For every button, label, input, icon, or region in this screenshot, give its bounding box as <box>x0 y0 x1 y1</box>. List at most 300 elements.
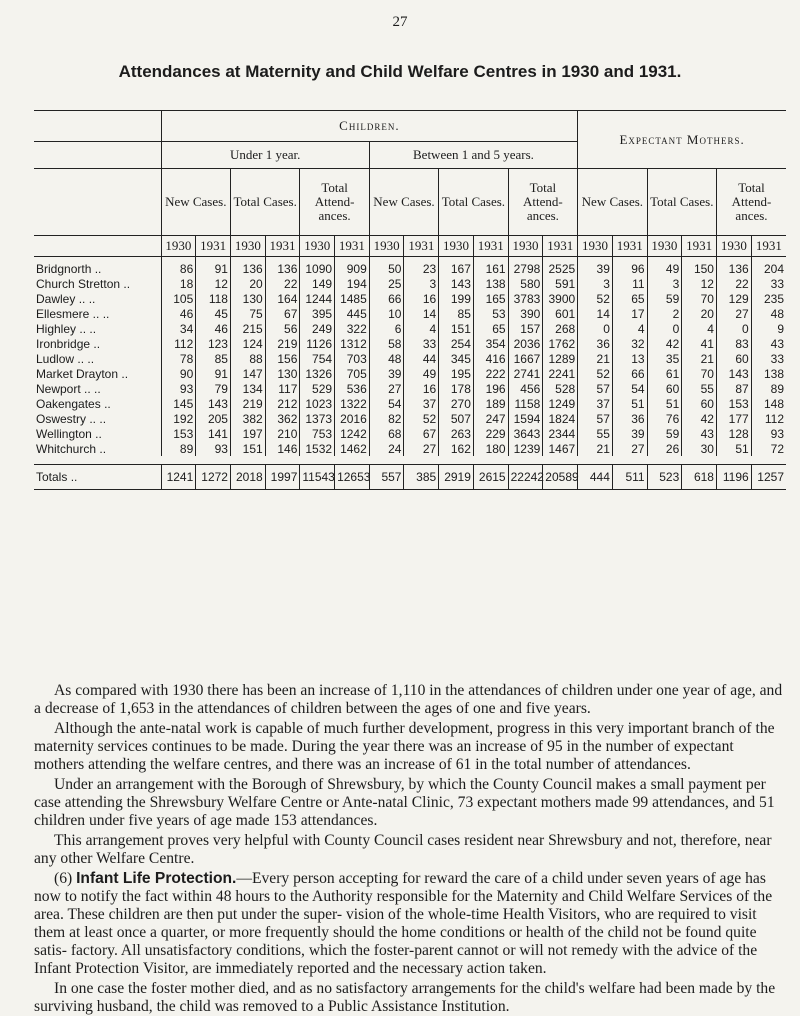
value-cell: 50 <box>369 257 404 277</box>
value-cell: 27 <box>404 441 439 456</box>
value-cell: 164 <box>265 291 300 306</box>
leader-dots: .. .. <box>78 291 96 306</box>
value-cell: 197 <box>230 426 265 441</box>
value-cell: 1289 <box>543 351 578 366</box>
value-cell: 354 <box>473 336 508 351</box>
value-cell: 2919 <box>439 465 474 490</box>
value-cell: 143 <box>196 396 231 411</box>
value-cell: 528 <box>543 381 578 396</box>
centre-name <box>34 276 161 291</box>
value-cell: 156 <box>265 351 300 366</box>
value-cell: 42 <box>647 336 682 351</box>
value-cell: 48 <box>751 306 786 321</box>
value-cell: 68 <box>369 426 404 441</box>
value-cell: 219 <box>230 396 265 411</box>
paragraph-ante-natal-work: Although the ante-natal work is capable of much further development, progress in this very important branch of the maternity services continues to be made. During the year there was an increase of 95 in the number of expectant mothers attending the welfare centres, and there was an increase of 61 in the total number of attendances. <box>34 720 775 773</box>
value-cell: 88 <box>230 351 265 366</box>
value-cell: 78 <box>161 351 196 366</box>
value-cell: 58 <box>369 336 404 351</box>
value-cell: 57 <box>578 381 613 396</box>
value-cell: 123 <box>196 336 231 351</box>
table-row <box>34 381 786 396</box>
value-cell: 1532 <box>300 441 335 456</box>
value-cell: 24 <box>369 441 404 456</box>
value-cell: 161 <box>473 257 508 277</box>
table-row <box>34 411 786 426</box>
value-cell: 89 <box>751 381 786 396</box>
value-cell: 54 <box>369 396 404 411</box>
value-cell: 128 <box>716 426 751 441</box>
attendance-table <box>34 110 786 490</box>
value-cell: 2241 <box>543 366 578 381</box>
value-cell: 150 <box>682 257 717 277</box>
value-cell: 12653 <box>335 465 370 490</box>
value-cell: 60 <box>682 396 717 411</box>
value-cell: 22242 <box>508 465 543 490</box>
value-cell: 39 <box>612 426 647 441</box>
value-cell: 557 <box>369 465 404 490</box>
leader-dots: .. <box>94 261 102 276</box>
value-cell: 1322 <box>335 396 370 411</box>
value-cell: 25 <box>369 276 404 291</box>
value-cell: 147 <box>230 366 265 381</box>
paragraph-attendance-comparison: As compared with 1930 there has been an increase of 1,110 in the attendances of children under one year of age, and a decrease of 1,653 in the attendances of children between the ages of one and five years. <box>34 682 783 717</box>
value-cell: 143 <box>439 276 474 291</box>
value-cell: 143 <box>716 366 751 381</box>
value-cell: 117 <box>265 381 300 396</box>
value-cell: 199 <box>439 291 474 306</box>
value-cell: 51 <box>612 396 647 411</box>
value-cell: 177 <box>716 411 751 426</box>
value-cell: 52 <box>404 411 439 426</box>
centre-name <box>34 426 161 441</box>
value-cell: 1824 <box>543 411 578 426</box>
value-cell: 601 <box>543 306 578 321</box>
value-cell: 192 <box>161 411 196 426</box>
value-cell: 536 <box>335 381 370 396</box>
value-cell: 18 <box>161 276 196 291</box>
value-cell: 705 <box>335 366 370 381</box>
value-cell: 580 <box>508 276 543 291</box>
value-cell: 91 <box>196 257 231 277</box>
value-cell: 138 <box>751 366 786 381</box>
value-cell: 34 <box>161 321 196 336</box>
value-cell: 162 <box>439 441 474 456</box>
value-cell: 529 <box>300 381 335 396</box>
centre-name-text: Whitchurch <box>36 441 97 456</box>
table-row <box>34 351 786 366</box>
value-cell: 141 <box>196 426 231 441</box>
table-row <box>34 306 786 321</box>
leader-dots: .. <box>93 336 101 351</box>
value-cell: 2798 <box>508 257 543 277</box>
corner-cell <box>34 169 161 236</box>
value-cell: 87 <box>716 381 751 396</box>
value-cell: 21 <box>682 351 717 366</box>
value-cell: 70 <box>682 366 717 381</box>
value-cell: 445 <box>335 306 370 321</box>
centre-name <box>34 351 161 366</box>
value-cell: 66 <box>369 291 404 306</box>
value-cell: 1257 <box>751 465 786 490</box>
value-cell: 382 <box>230 411 265 426</box>
value-cell: 124 <box>230 336 265 351</box>
value-cell: 1196 <box>716 465 751 490</box>
value-cell: 134 <box>230 381 265 396</box>
leader-dots: .. .. <box>79 321 97 336</box>
value-cell: 22 <box>265 276 300 291</box>
value-cell: 70 <box>682 291 717 306</box>
section-text: —Every person accepting for reward the care of a child under seven years of age has now to notify the fact within 48 hours to the Authority responsible for the Maternity and Child Welfare Services of the area. These children are then put under the super- vision of the whole-time Health Visitors, who are required to visit them at least once a quarter, or more frequently should the home conditions or health of the child not be found quite satis- factory. All unsatisfactory conditions, which the foster-parent cannot or will not remedy with the advice of the Infant Protection Visitor, are immediately reported and the necessary action taken. <box>34 870 773 977</box>
value-cell: 11543 <box>300 465 335 490</box>
value-cell: 27 <box>369 381 404 396</box>
value-cell: 23 <box>404 257 439 277</box>
header-year: 1930 <box>300 236 335 257</box>
value-cell: 37 <box>578 396 613 411</box>
header-new-cases: New Cases. <box>161 169 230 236</box>
value-cell: 96 <box>612 257 647 277</box>
header-total-attendances: Total Attend- ances. <box>716 169 786 236</box>
value-cell: 1023 <box>300 396 335 411</box>
value-cell: 33 <box>751 351 786 366</box>
value-cell: 21 <box>578 351 613 366</box>
value-cell: 82 <box>369 411 404 426</box>
header-year: 1930 <box>230 236 265 257</box>
value-cell: 26 <box>647 441 682 456</box>
header-total-attendances: Total Attend- ances. <box>300 169 369 236</box>
value-cell: 2615 <box>473 465 508 490</box>
centre-name-text: Ludlow <box>36 351 75 366</box>
leader-dots: .. <box>70 470 78 484</box>
value-cell: 39 <box>369 366 404 381</box>
table-row <box>34 321 786 336</box>
value-cell: 138 <box>473 276 508 291</box>
value-cell: 165 <box>473 291 508 306</box>
value-cell: 49 <box>647 257 682 277</box>
header-expectant-mothers: Expectant Mothers. <box>578 111 786 169</box>
value-cell: 3 <box>404 276 439 291</box>
value-cell: 2018 <box>230 465 265 490</box>
value-cell: 35 <box>647 351 682 366</box>
value-cell: 0 <box>716 321 751 336</box>
value-cell: 254 <box>439 336 474 351</box>
value-cell: 52 <box>578 291 613 306</box>
value-cell: 90 <box>161 366 196 381</box>
value-cell: 194 <box>335 276 370 291</box>
value-cell: 456 <box>508 381 543 396</box>
value-cell: 136 <box>265 257 300 277</box>
centre-name-text: Bridgnorth <box>36 261 92 276</box>
header-year: 1930 <box>369 236 404 257</box>
section-heading: Infant Life Protection. <box>76 870 237 887</box>
value-cell: 12 <box>196 276 231 291</box>
value-cell: 4 <box>682 321 717 336</box>
value-cell: 390 <box>508 306 543 321</box>
value-cell: 59 <box>647 291 682 306</box>
value-cell: 67 <box>265 306 300 321</box>
value-cell: 85 <box>439 306 474 321</box>
value-cell: 93 <box>751 426 786 441</box>
header-year: 1930 <box>508 236 543 257</box>
value-cell: 249 <box>300 321 335 336</box>
header-year: 1931 <box>612 236 647 257</box>
value-cell: 59 <box>647 426 682 441</box>
value-cell: 72 <box>751 441 786 456</box>
value-cell: 909 <box>335 257 370 277</box>
centre-name-text: Ellesmere .. <box>36 306 100 321</box>
value-cell: 136 <box>716 257 751 277</box>
leader-dots: .. <box>102 306 110 321</box>
value-cell: 12 <box>682 276 717 291</box>
value-cell: 0 <box>578 321 613 336</box>
value-cell: 189 <box>473 396 508 411</box>
value-cell: 66 <box>612 366 647 381</box>
value-cell: 20589 <box>543 465 578 490</box>
value-cell: 93 <box>196 441 231 456</box>
header-year: 1930 <box>716 236 751 257</box>
page-title: Attendances at Maternity and Child Welfare Centres in 1930 and 1931. <box>118 62 682 81</box>
value-cell: 2036 <box>508 336 543 351</box>
header-total-cases: Total Cases. <box>647 169 716 236</box>
header-under-1-year: Under 1 year. <box>161 142 369 169</box>
value-cell: 0 <box>647 321 682 336</box>
value-cell: 27 <box>716 306 751 321</box>
value-cell: 91 <box>196 366 231 381</box>
value-cell: 16 <box>404 291 439 306</box>
value-cell: 51 <box>647 396 682 411</box>
centre-name <box>34 441 161 456</box>
value-cell: 42 <box>682 411 717 426</box>
value-cell: 33 <box>751 276 786 291</box>
value-cell: 10 <box>369 306 404 321</box>
value-cell: 204 <box>751 257 786 277</box>
value-cell: 112 <box>161 336 196 351</box>
value-cell: 145 <box>161 396 196 411</box>
table-row <box>34 336 786 351</box>
centre-name <box>34 257 161 277</box>
header-total-attendances: Total Attend- ances. <box>508 169 578 236</box>
value-cell: 6 <box>369 321 404 336</box>
value-cell: 27 <box>612 441 647 456</box>
header-year: 1930 <box>578 236 613 257</box>
value-cell: 39 <box>578 257 613 277</box>
value-cell: 118 <box>196 291 231 306</box>
value-cell: 14 <box>578 306 613 321</box>
value-cell: 4 <box>612 321 647 336</box>
value-cell: 33 <box>404 336 439 351</box>
leader-dots: .. <box>123 276 131 291</box>
value-cell: 1373 <box>300 411 335 426</box>
table-row <box>34 257 786 277</box>
value-cell: 1272 <box>196 465 231 490</box>
value-cell: 148 <box>751 396 786 411</box>
table-row <box>34 291 786 306</box>
centre-name-text: Church Stretton <box>36 276 121 291</box>
value-cell: 362 <box>265 411 300 426</box>
header-year: 1931 <box>751 236 786 257</box>
centre-name <box>34 465 161 490</box>
value-cell: 703 <box>335 351 370 366</box>
value-cell: 75 <box>230 306 265 321</box>
header-year: 1931 <box>404 236 439 257</box>
value-cell: 4 <box>404 321 439 336</box>
value-cell: 151 <box>230 441 265 456</box>
centre-name-text: Dawley <box>36 291 76 306</box>
leader-dots: .. <box>99 411 107 426</box>
spacer-cell <box>34 456 786 465</box>
value-cell: 3 <box>647 276 682 291</box>
value-cell: 153 <box>161 426 196 441</box>
value-cell: 416 <box>473 351 508 366</box>
value-cell: 1241 <box>161 465 196 490</box>
header-new-cases: New Cases. <box>578 169 647 236</box>
value-cell: 46 <box>196 321 231 336</box>
value-cell: 67 <box>404 426 439 441</box>
centre-name-text: Oakengates <box>36 396 101 411</box>
value-cell: 32 <box>612 336 647 351</box>
centre-name-text: Wellington <box>36 426 92 441</box>
value-cell: 16 <box>404 381 439 396</box>
value-cell: 1312 <box>335 336 370 351</box>
value-cell: 136 <box>230 257 265 277</box>
centre-name-text: Market Drayton <box>36 366 119 381</box>
value-cell: 3783 <box>508 291 543 306</box>
centre-name <box>34 381 161 396</box>
value-cell: 20 <box>682 306 717 321</box>
value-cell: 89 <box>161 441 196 456</box>
value-cell: 395 <box>300 306 335 321</box>
value-cell: 57 <box>578 411 613 426</box>
value-cell: 37 <box>404 396 439 411</box>
value-cell: 263 <box>439 426 474 441</box>
corner-cell <box>34 142 161 169</box>
value-cell: 61 <box>647 366 682 381</box>
value-cell: 129 <box>716 291 751 306</box>
value-cell: 270 <box>439 396 474 411</box>
value-cell: 753 <box>300 426 335 441</box>
leader-dots: .. <box>121 366 129 381</box>
header-year: 1931 <box>473 236 508 257</box>
value-cell: 105 <box>161 291 196 306</box>
value-cell: 219 <box>265 336 300 351</box>
centre-name <box>34 366 161 381</box>
totals-row <box>34 465 786 490</box>
paragraph-shrewsbury-arrangement: Under an arrangement with the Borough of Shrewsbury, by which the County Council makes a small payment per case attending the Shrewsbury Welfare Centre or Ante-natal Clinic, 73 expectant mothers made 99 attendances, and 51 children under five years of age made 153 attendances. <box>34 776 775 829</box>
value-cell: 1158 <box>508 396 543 411</box>
page-number: 27 <box>392 14 408 30</box>
value-cell: 180 <box>473 441 508 456</box>
header-year: 1931 <box>543 236 578 257</box>
centre-name-text: Oswestry .. <box>36 411 97 426</box>
header-year: 1931 <box>265 236 300 257</box>
value-cell: 322 <box>335 321 370 336</box>
value-cell: 1242 <box>335 426 370 441</box>
value-cell: 178 <box>439 381 474 396</box>
value-cell: 9 <box>751 321 786 336</box>
value-cell: 1667 <box>508 351 543 366</box>
value-cell: 2 <box>647 306 682 321</box>
value-cell: 60 <box>716 351 751 366</box>
value-cell: 65 <box>612 291 647 306</box>
header-between-1-and-5: Between 1 and 5 years. <box>369 142 577 169</box>
value-cell: 3 <box>578 276 613 291</box>
table-row <box>34 441 786 456</box>
value-cell: 2016 <box>335 411 370 426</box>
value-cell: 3900 <box>543 291 578 306</box>
value-cell: 52 <box>578 366 613 381</box>
value-cell: 151 <box>439 321 474 336</box>
value-cell: 523 <box>647 465 682 490</box>
centre-name <box>34 306 161 321</box>
paragraph-arrangement-helpful: This arrangement proves very helpful with County Council cases resident near Shrewsbury and not, therefore, near any other Welfare Centre. <box>34 832 772 867</box>
table-row <box>34 366 786 381</box>
value-cell: 83 <box>716 336 751 351</box>
value-cell: 93 <box>161 381 196 396</box>
header-total-cases: Total Cases. <box>230 169 299 236</box>
value-cell: 268 <box>543 321 578 336</box>
header-children: Children. <box>161 111 578 142</box>
value-cell: 247 <box>473 411 508 426</box>
value-cell: 48 <box>369 351 404 366</box>
spacer-row <box>34 456 786 465</box>
value-cell: 46 <box>161 306 196 321</box>
value-cell: 30 <box>682 441 717 456</box>
leader-dots: .. <box>94 381 101 396</box>
value-cell: 45 <box>196 306 231 321</box>
value-cell: 1239 <box>508 441 543 456</box>
value-cell: 49 <box>404 366 439 381</box>
value-cell: 215 <box>230 321 265 336</box>
value-cell: 43 <box>751 336 786 351</box>
centre-name <box>34 336 161 351</box>
value-cell: 205 <box>196 411 231 426</box>
value-cell: 112 <box>751 411 786 426</box>
header-year: 1930 <box>647 236 682 257</box>
value-cell: 55 <box>578 426 613 441</box>
leader-dots: .. <box>104 396 111 411</box>
value-cell: 56 <box>265 321 300 336</box>
leader-dots: .. <box>99 441 107 456</box>
value-cell: 1997 <box>265 465 300 490</box>
value-cell: 1594 <box>508 411 543 426</box>
value-cell: 195 <box>439 366 474 381</box>
value-cell: 11 <box>612 276 647 291</box>
value-cell: 1326 <box>300 366 335 381</box>
value-cell: 1485 <box>335 291 370 306</box>
value-cell: 2741 <box>508 366 543 381</box>
value-cell: 14 <box>404 306 439 321</box>
value-cell: 385 <box>404 465 439 490</box>
value-cell: 76 <box>647 411 682 426</box>
value-cell: 1762 <box>543 336 578 351</box>
value-cell: 79 <box>196 381 231 396</box>
value-cell: 44 <box>404 351 439 366</box>
header-year: 1930 <box>439 236 474 257</box>
value-cell: 22 <box>716 276 751 291</box>
value-cell: 618 <box>682 465 717 490</box>
value-cell: 1462 <box>335 441 370 456</box>
header-year: 1930 <box>161 236 196 257</box>
centre-name <box>34 411 161 426</box>
value-cell: 130 <box>265 366 300 381</box>
value-cell: 754 <box>300 351 335 366</box>
value-cell: 229 <box>473 426 508 441</box>
value-cell: 36 <box>612 411 647 426</box>
header-year: 1931 <box>682 236 717 257</box>
centre-name <box>34 291 161 306</box>
centre-name <box>34 396 161 411</box>
value-cell: 41 <box>682 336 717 351</box>
